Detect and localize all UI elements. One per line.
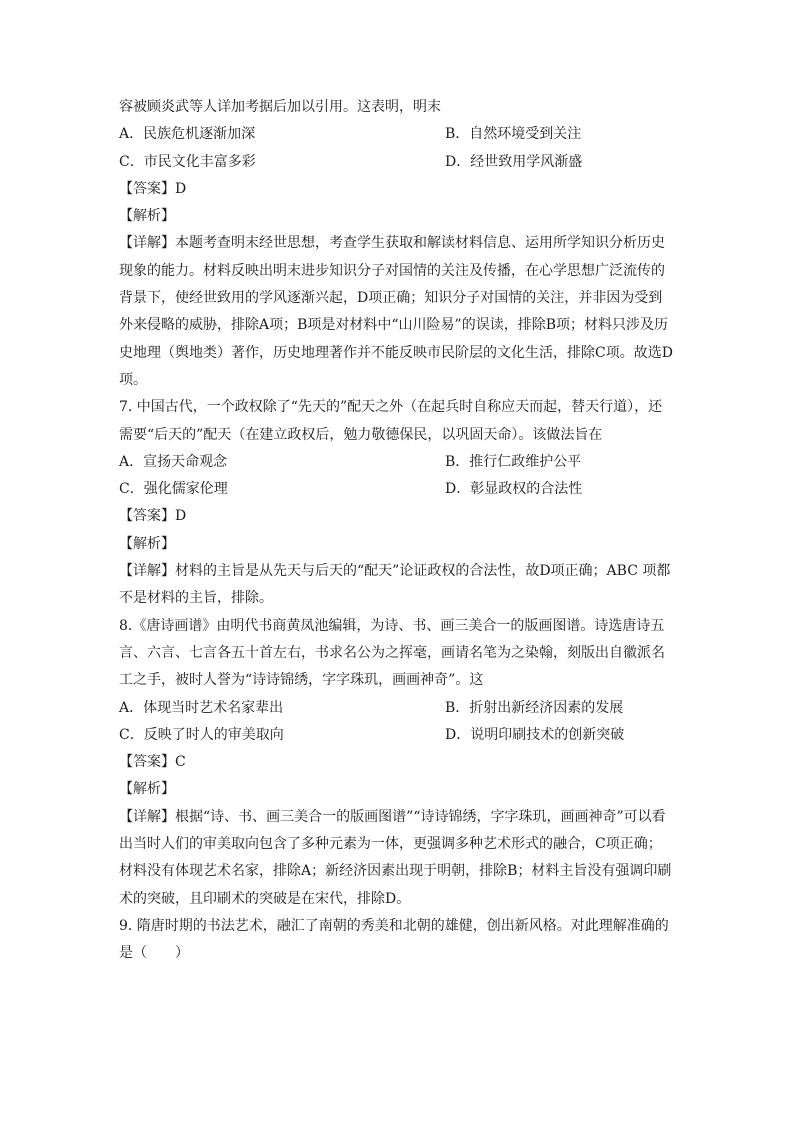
q8-answer: 【答案】C (119, 754, 186, 771)
q6-options-row-2 (119, 149, 675, 176)
q8-option-b: B．折射出新经济因素的发展 (445, 699, 624, 716)
q6-option-a: A．民族危机逐渐加深 (119, 126, 256, 143)
q6-detail: 【详解】本题考查明末经世思想，考查学生获取和解读材料信息、运用所学知识分析历史现象的能力。材料反映出明末进步知识分子对国情的关注及传播，在心学思想广泛流传的背景下，使经世致用的学风逐渐兴起，D项正确；知识分子对国情的关注，并非因为受到外来侵略的威胁，排除A项；B项是对材料中“山川险易”的误读，排除B项；材料只涉及历史地理（舆地类）著作，历史地理著作并不能反映市民阶层的文化生活，排除C项。故选D项。 (119, 235, 673, 388)
q6-option-b: B．自然环境受到关注 (445, 126, 582, 143)
q7-stem: 7. 中国古代，一个政权除了“先天的”配天之外（在起兵时自称应天而起，替天行道），还需要“后天的”配天（在建立政权后，勉力敬德保民，以巩固天命）。该做法旨在 (119, 399, 663, 443)
q7-options-row-2 (119, 476, 675, 503)
q6-option-d: D．经世致用学风渐盛 (445, 153, 583, 170)
q7-answer: 【答案】D (119, 508, 187, 525)
q8-analysis-label: 【解析】 (119, 781, 175, 798)
document-content (119, 94, 675, 968)
q7-option-a: A．宣扬天命观念 (119, 453, 228, 470)
q7-option-d: D．彰显政权的合法性 (445, 481, 583, 498)
q8-options-row-2 (119, 722, 675, 749)
q9-stem: 9. 隋唐时期的书法艺术，融汇了南朝的秀美和北朝的雄健，创出新风格。对此理解准确的是（ ） (119, 917, 669, 962)
q6-answer: 【答案】D (119, 180, 187, 197)
q7-analysis-label: 【解析】 (119, 535, 175, 552)
q7-option-b: B．推行仁政维护公平 (445, 453, 582, 470)
q7-detail: 【详解】材料的主旨是从先天与后天的“配天”论证政权的合法性，故D项正确；ABC 项都不是材料的主旨，排除。 (119, 563, 671, 607)
q8-option-c: C．反映了时人的审美取向 (119, 726, 284, 743)
q7-options-row-1 (119, 449, 675, 476)
q8-option-a: A．体现当时艺术名家辈出 (119, 699, 284, 716)
q6-options-row-1 (119, 121, 675, 148)
q6-stem-tail: 容被顾炎武等人详加考据后加以引用。这表明，明末 (119, 99, 441, 115)
q8-option-d: D．说明印刷技术的创新突破 (445, 726, 625, 743)
q6-analysis-label: 【解析】 (119, 208, 175, 225)
q8-stem: 8.《唐诗画谱》由明代书商黄凤池编辑，为诗、书、画三美合一的版画图谱。诗选唐诗五言、六言、七言各五十首左右，书求名公为之挥毫，画请名笔为之染翰，刻版出自徽派名工之手，被时人誉为“诗诗锦绣，字字珠玑，画画神奇”。这 (119, 617, 665, 689)
q7-option-c: C．强化儒家伦理 (119, 481, 228, 498)
q8-options-row-1 (119, 695, 675, 722)
q8-detail: 【详解】根据“诗、书、画三美合一的版画图谱”“诗诗锦绣，字字珠玑，画画神奇”可以看出当时人们的审美取向包含了多种元素为一体，更强调多种艺术形式的融合，C项正确；材料没有体现艺术名家，排除A；新经济因素出现于明朝，排除B；材料主旨没有强调印刷术的突破，且印刷术的突破是在宋代，排除D。 (119, 808, 672, 907)
q6-option-c: C．市民文化丰富多彩 (119, 153, 256, 170)
